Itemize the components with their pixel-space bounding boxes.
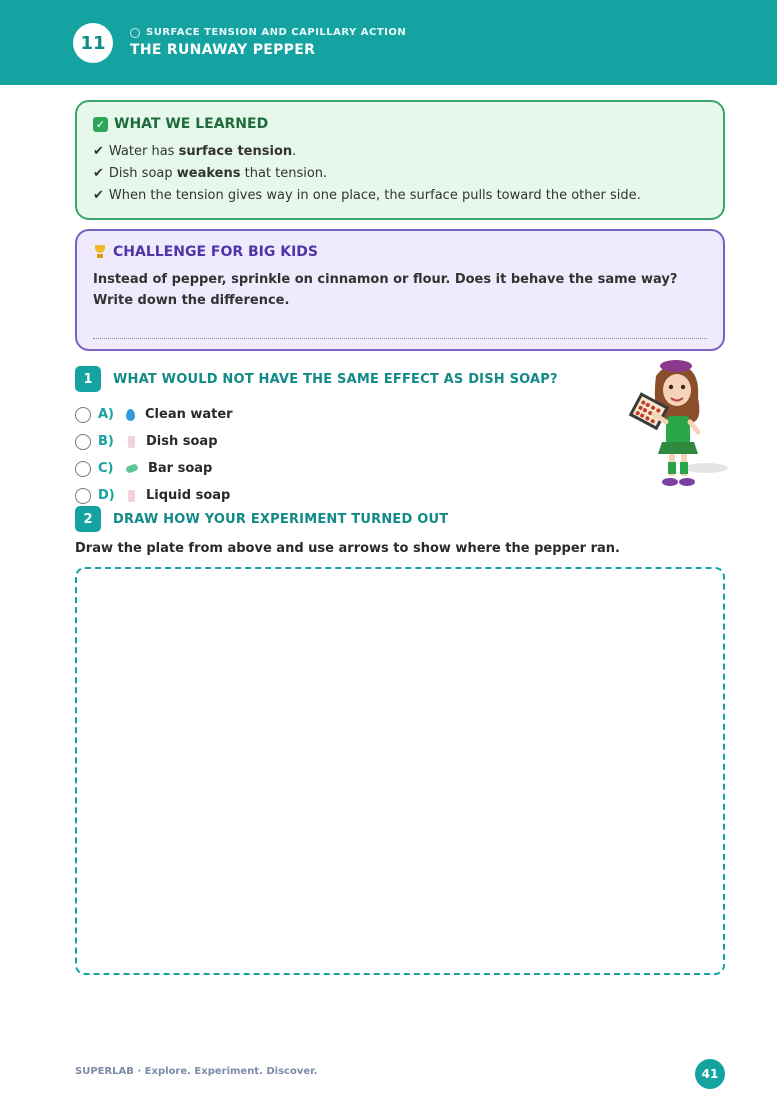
what-we-learned-box xyxy=(75,100,725,220)
magnifier-icon xyxy=(130,28,140,38)
option-label: Bar soap xyxy=(148,461,213,476)
option-c[interactable] xyxy=(75,455,233,482)
soap-bottle-icon xyxy=(128,490,135,502)
question-2-heading xyxy=(75,506,448,532)
option-label: Liquid soap xyxy=(146,488,231,503)
item-text: . xyxy=(292,144,297,159)
item-bold: weakens xyxy=(176,166,241,181)
challenge-title xyxy=(93,244,707,260)
question-1-heading xyxy=(75,366,558,392)
option-letter: A) xyxy=(98,407,115,422)
water-drop-icon xyxy=(126,409,135,421)
drawing-instruction: Draw the plate from above and use arrows to show where the pepper ran. xyxy=(75,541,620,556)
list-item xyxy=(93,141,707,163)
page-header xyxy=(0,0,777,85)
question-text: WHAT WOULD NOT HAVE THE SAME EFFECT AS DISH SOAP? xyxy=(113,371,558,387)
item-text: Dish soap xyxy=(108,166,177,181)
item-text: that tension. xyxy=(240,166,328,181)
challenge-text: Instead of pepper, sprinkle on cinnamon or flour. Does it behave the same way? Write down the difference. xyxy=(93,272,678,308)
page-title: THE RUNAWAY PEPPER xyxy=(130,42,316,58)
list-item xyxy=(93,163,707,185)
option-label: Dish soap xyxy=(146,434,218,449)
answer-options xyxy=(75,401,233,509)
list-item xyxy=(93,185,707,207)
challenge-box xyxy=(75,229,725,351)
page-number: 41 xyxy=(695,1059,725,1089)
option-a[interactable] xyxy=(75,401,233,428)
item-bold: surface tension xyxy=(178,144,293,159)
drawing-area[interactable] xyxy=(75,567,725,975)
checkmark-icon: ✔ xyxy=(93,188,104,203)
option-d[interactable] xyxy=(75,482,233,509)
checkmark-icon: ✔ xyxy=(93,166,104,181)
radio-button[interactable] xyxy=(75,407,91,423)
option-letter: D) xyxy=(98,488,115,503)
question-text: DRAW HOW YOUR EXPERIMENT TURNED OUT xyxy=(113,511,449,527)
answer-line[interactable] xyxy=(93,338,707,339)
question-number-badge: 2 xyxy=(75,506,101,532)
learned-title xyxy=(93,116,707,132)
footer-text: SUPERLAB · Explore. Experiment. Discover. xyxy=(75,1066,318,1077)
learned-title-text: WHAT WE LEARNED xyxy=(114,116,269,132)
option-b[interactable] xyxy=(75,428,233,455)
option-label: Clean water xyxy=(145,407,233,422)
girl-illustration xyxy=(628,358,728,498)
radio-button[interactable] xyxy=(75,434,91,450)
item-text: Water has xyxy=(108,144,179,159)
learned-list xyxy=(93,141,707,207)
checkmark-icon: ✔ xyxy=(93,144,104,159)
radio-button[interactable] xyxy=(75,461,91,477)
lesson-number-badge: 11 xyxy=(73,23,113,63)
bar-soap-icon xyxy=(125,463,139,474)
radio-button[interactable] xyxy=(75,488,91,504)
topic-text: SURFACE TENSION AND CAPILLARY ACTION xyxy=(146,27,407,38)
option-letter: C) xyxy=(98,461,114,476)
trophy-icon xyxy=(93,245,107,259)
item-text: When the tension gives way in one place, the surface pulls toward the other side. xyxy=(108,188,641,203)
challenge-title-text: CHALLENGE FOR BIG KIDS xyxy=(113,244,319,260)
question-number-badge: 1 xyxy=(75,366,101,392)
checkbox-icon: ✓ xyxy=(93,117,108,132)
soap-bottle-icon xyxy=(128,436,135,448)
option-letter: B) xyxy=(98,434,114,449)
topic-label xyxy=(130,27,406,38)
